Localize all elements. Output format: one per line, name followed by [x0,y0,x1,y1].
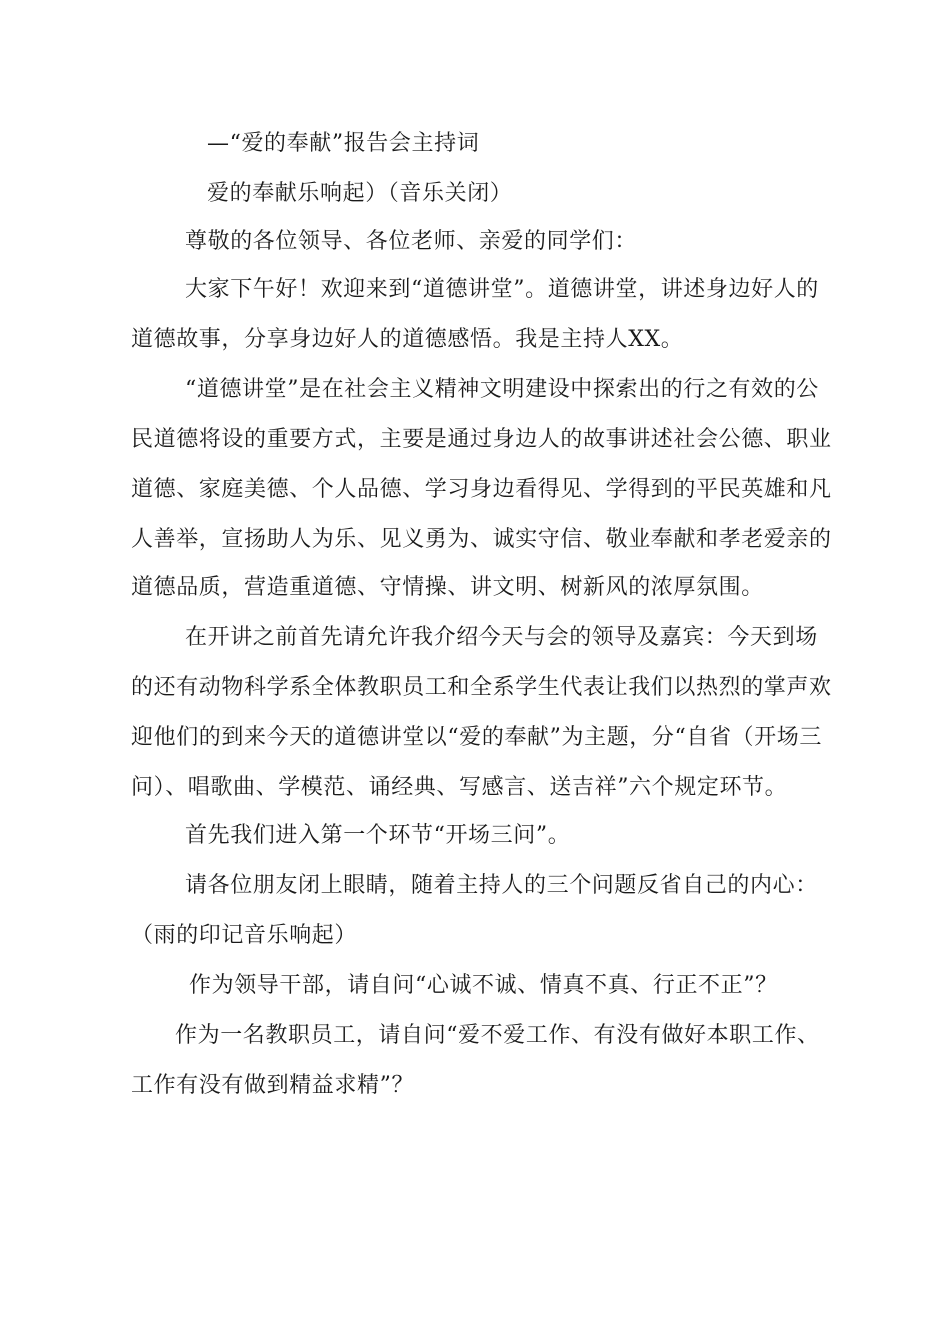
paragraph-line: 道德故事，分享身边好人的道德感悟。我是主持人XX。 [131,327,684,352]
paragraph-line: 迎他们的到来今天的道德讲堂以“爱的奉献”为主题，分“自省（开场三 [131,725,822,750]
paragraph-line: 的还有动物科学系全体教职员工和全系学生代表让我们以热烈的掌声欢 [131,675,832,700]
document-subtitle: —“爱的奉献”报告会主持词 [207,131,480,156]
paragraph-line: 大家下午好！欢迎来到“道德讲堂”。道德讲堂，讲述身边好人的 [185,277,819,302]
greeting-line: 尊敬的各位领导、各位老师、亲爱的同学们： [185,229,638,254]
paragraph-line: 请各位朋友闭上眼睛，随着主持人的三个问题反省自己的内心： [185,873,818,898]
paragraph-line: 作为领导干部，请自问“心诚不诚、情真不真、行正不正”？ [189,973,778,998]
paragraph-line: 民道德将设的重要方式，主要是通过身边人的故事讲述社会公德、职业 [131,427,832,452]
paragraph-line: “道德讲堂”是在社会主义精神文明建设中探索出的行之有效的公 [185,377,819,402]
paragraph-line: 在开讲之前首先请允许我介绍今天与会的领导及嘉宾：今天到场 [185,625,818,650]
paragraph-line: 人善举，宣扬助人为乐、见义勇为、诚实守信、敬业奉献和孝老爱亲的 [131,527,832,552]
paragraph-line: 首先我们进入第一个环节“开场三问”。 [185,823,571,848]
music-cue: 爱的奉献乐响起）（音乐关闭） [207,181,513,206]
paragraph-line: 问）、唱歌曲、学模范、诵经典、写感言、送吉祥”六个规定环节。 [131,775,788,800]
paragraph-line: 工作有没有做到精益求精”？ [131,1073,415,1098]
paragraph-line: 道德、家庭美德、个人品德、学习身边看得见、学得到的平民英雄和凡 [131,477,832,502]
paragraph-line: （雨的印记音乐响起） [131,923,358,948]
paragraph-line: 作为一名教职员工，请自问“爱不爱工作、有没有做好本职工作、 [175,1023,820,1048]
paragraph-line: 道德品质，营造重道德、守情操、讲文明、树新风的浓厚氛围。 [131,575,764,600]
